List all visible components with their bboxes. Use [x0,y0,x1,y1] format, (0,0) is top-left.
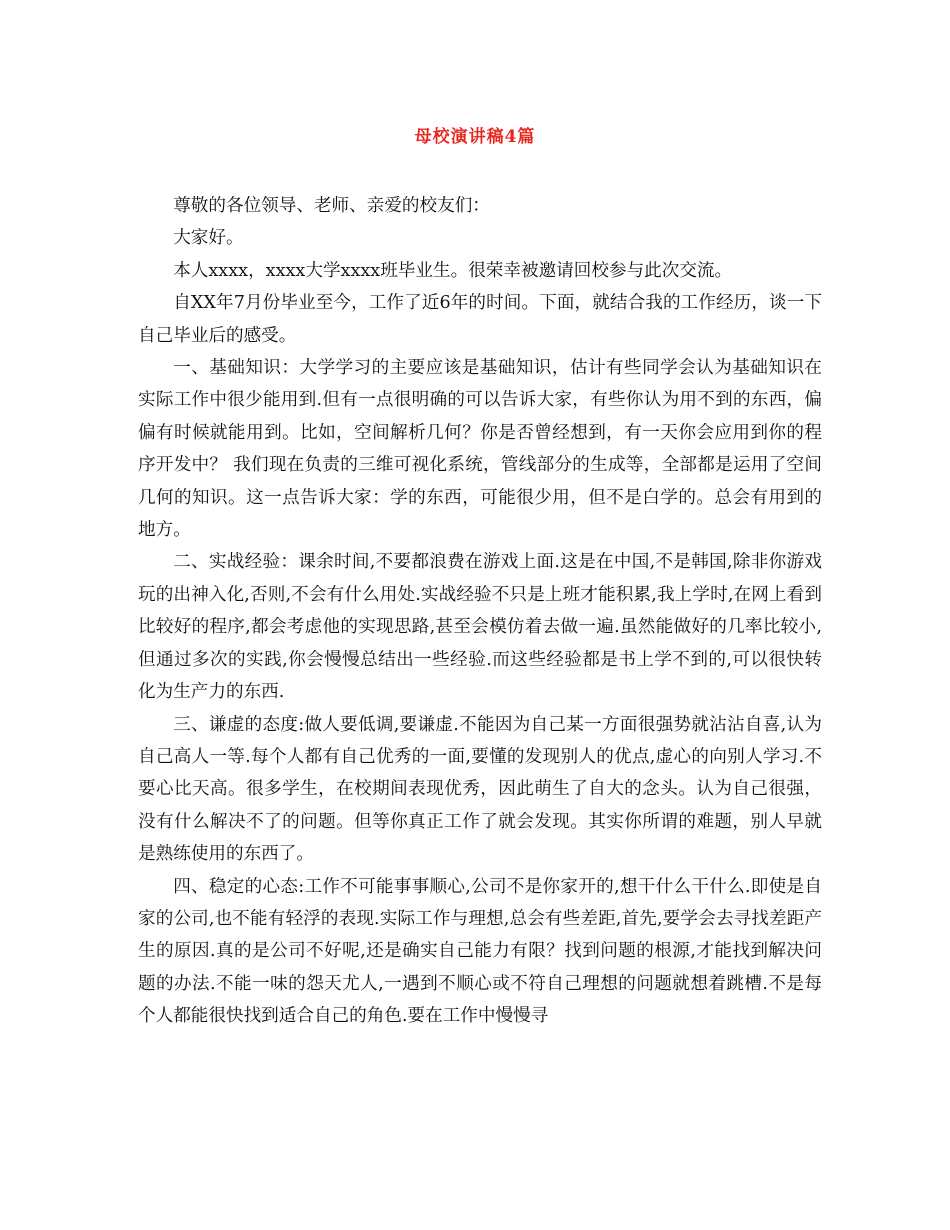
paragraph-humble-attitude: 三、谦虚的态度:做人要低调,要谦虚.不能因为自己某一方面很强势就沾沾自喜,认为自己高人一等.每个人都有自己优秀的一面,要懂的发现别人的优点,虚心的向别人学习.不要心比天高。很多学生，在校期间表现优秀，因此萌生了自大的念头。认为自己很强，没有什么解决不了的问题。但等你真正工作了就会发现。其实你所谓的难题，别人早就是熟练使用的东西了。 [138,714,822,865]
paragraph-greeting: 大家好。 [173,228,244,249]
paragraph-background: 自XX年7月份毕业至今，工作了近6年的时间。下面，就结合我的工作经历，谈一下自己毕业后的感受。 [138,293,822,346]
paragraph-practical-experience: 二、实战经验：课余时间,不要都浪费在游戏上面.这是在中国,不是韩国,除非你游戏玩的出神入化,否则,不会有什么用处.实战经验不只是上班才能积累,我上学时,在网上看到比较好的程序,都会考虑他的实现思路,甚至会模仿着去做一遍.虽然能做好的几率比较小,但通过多次的实践,你会慢慢总结出一些经验.而这些经验都是书上学不到的,可以很快转化为生产力的东西. [138,552,822,703]
paragraph-basic-knowledge: 一、基础知识：大学学习的主要应该是基础知识，估计有些同学会认为基础知识在实际工作中很少能用到.但有一点很明确的可以告诉大家，有些你认为用不到的东西，偏偏有时候就能用到。比如，空间解析几何？你是否曾经想到，有一天你会应用到你的程序开发中？ 我们现在负责的三维可视化系统，管线部分的生成等，全部都是运用了空间几何的知识。这一点告诉大家：学的东西，可能很少用，但不是白学的。总会有用到的地方。 [138,358,822,541]
document-title: 母校演讲稿4篇 [414,127,536,147]
paragraph-salutation: 尊敬的各位领导、老师、亲爱的校友们： [173,196,490,216]
paragraph-introduction: 本人xxxx，xxxx大学xxxx班毕业生。很荣幸被邀请回校参与此次交流。 [173,260,733,281]
document-body [138,190,822,1033]
paragraph-stable-mindset: 四、稳定的心态:工作不可能事事顺心,公司不是你家开的,想干什么干什么.即使是自家的公司,也不能有轻浮的表现.实际工作与理想,总会有些差距,首先,要学会去寻找差距产生的原因.真的是公司不好呢,还是确实自己能力有限？找到问题的根源,才能找到解决问题的办法.不能一味的怨天尤人,一遇到不顺心或不符自己理想的问题就想着跳槽.不是每个人都能很快找到适合自己的角色.要在工作中慢慢寻 [138,876,822,1027]
